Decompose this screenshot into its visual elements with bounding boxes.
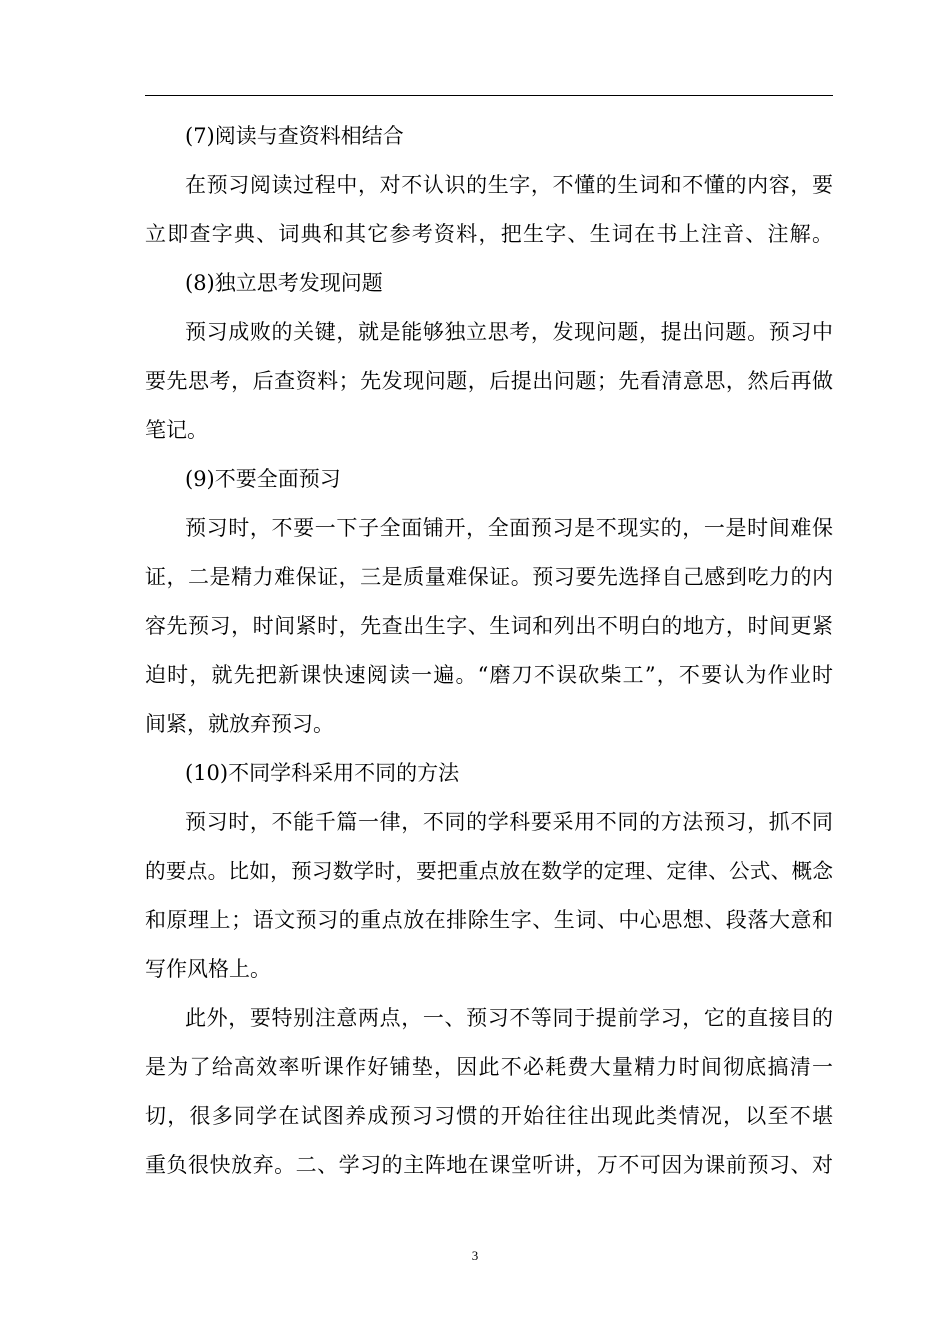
header-rule <box>145 95 833 96</box>
paragraph-line: 切，很多同学在试图养成预习习惯的开始往往出现此类情况，以至不堪 <box>145 1104 833 1128</box>
paragraph-line: 的要点。比如，预习数学时，要把重点放在数学的定理、定律、公式、概念 <box>145 859 833 883</box>
heading-7: (7)阅读与查资料相结合 <box>185 124 404 148</box>
paragraph-line: 容先预习，时间紧时，先查出生字、生词和列出不明白的地方，时间更紧 <box>145 614 833 638</box>
paragraph-line: 迫时，就先把新课快速阅读一遍。“磨刀不误砍柴工”，不要认为作业时 <box>145 663 833 687</box>
paragraph-line: 是为了给高效率听课作好铺垫，因此不必耗费大量精力时间彻底搞清一 <box>145 1055 833 1079</box>
paragraph-line: 间紧，就放弃预习。 <box>145 712 334 736</box>
paragraph-line: 预习时，不要一下子全面铺开，全面预习是不现实的，一是时间难保 <box>185 516 833 540</box>
heading-9: (9)不要全面预习 <box>185 467 341 491</box>
paragraph-line: 此外，要特别注意两点，一、预习不等同于提前学习，它的直接目的 <box>185 1006 833 1030</box>
paragraph-line: 在预习阅读过程中，对不认识的生字，不懂的生词和不懂的内容，要 <box>185 173 833 197</box>
paragraph-line: 要先思考，后查资料；先发现问题，后提出问题；先看清意思，然后再做 <box>145 369 833 393</box>
paragraph-line: 重负很快放弃。二、学习的主阵地在课堂听讲，万不可因为课前预习、对 <box>145 1153 833 1177</box>
paragraph-line: 预习时，不能千篇一律，不同的学科要采用不同的方法预习，抓不同 <box>185 810 833 834</box>
paragraph-line: 证，二是精力难保证，三是质量难保证。预习要先选择自己感到吃力的内 <box>145 565 833 589</box>
heading-10: (10)不同学科采用不同的方法 <box>185 761 460 785</box>
paragraph-line: 预习成败的关键，就是能够独立思考，发现问题，提出问题。预习中 <box>185 320 833 344</box>
paragraph-line: 立即查字典、词典和其它参考资料，把生字、生词在书上注音、注解。 <box>145 222 833 246</box>
paragraph-line: 笔记。 <box>145 418 208 442</box>
document-body <box>145 112 833 1190</box>
heading-8: (8)独立思考发现问题 <box>185 271 383 295</box>
paragraph-line: 和原理上；语文预习的重点放在排除生字、生词、中心思想、段落大意和 <box>145 908 833 932</box>
page-number: 3 <box>471 1248 479 1263</box>
paragraph-line: 写作风格上。 <box>145 957 271 981</box>
